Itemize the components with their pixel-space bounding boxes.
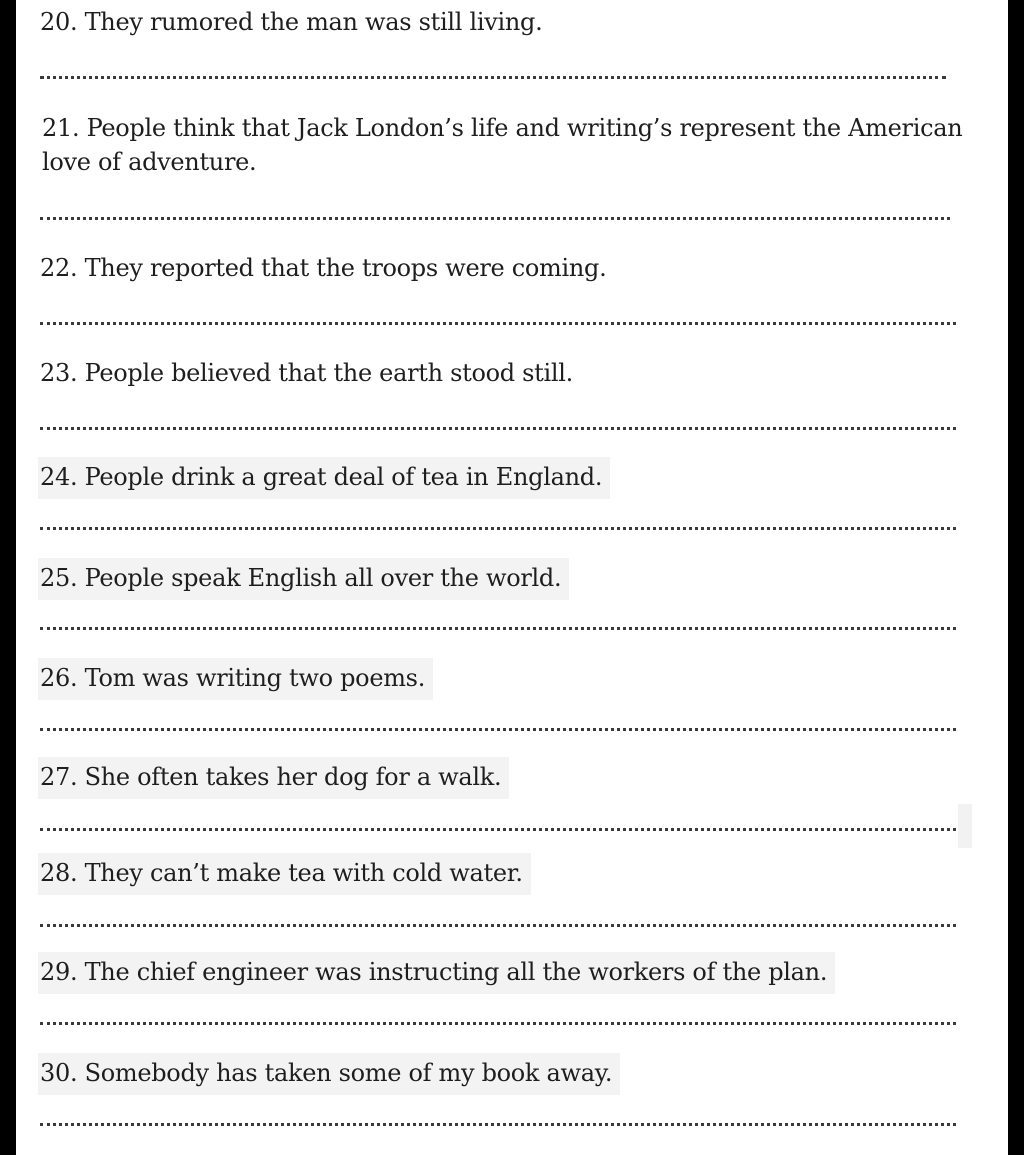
answer-line-30[interactable] [40, 1123, 956, 1126]
question-text: 20. They rumored the man was still living. [40, 8, 543, 36]
question-text: 29. The chief engineer was instructing all the workers of the plan. [38, 952, 835, 994]
answer-line-26[interactable] [40, 728, 956, 731]
question-text: 25. People speak English all over the world. [38, 558, 569, 600]
shaded-margin [958, 804, 972, 848]
question-24 [16, 457, 1008, 499]
question-text: 24. People drink a great deal of tea in England. [38, 457, 610, 499]
answer-line-25[interactable] [40, 627, 956, 630]
question-28 [16, 853, 1008, 895]
question-25 [16, 558, 1008, 600]
question-21 [16, 108, 1008, 184]
question-20 [16, 2, 1008, 44]
question-30 [16, 1053, 1008, 1095]
answer-line-29[interactable] [40, 1022, 956, 1025]
question-text: 27. She often takes her dog for a walk. [38, 757, 509, 799]
question-22 [16, 248, 1008, 290]
answer-line-23[interactable] [40, 427, 956, 430]
question-text: 26. Tom was writing two poems. [38, 658, 433, 700]
answer-line-27[interactable] [40, 828, 956, 831]
answer-line-22[interactable] [40, 322, 956, 325]
question-29 [16, 952, 1008, 994]
question-27 [16, 757, 1008, 799]
answer-line-24[interactable] [40, 527, 956, 530]
worksheet-page [16, 0, 1008, 1155]
question-text: 21. People think that Jack London’s life and writing’s represent the American love of adventure. [42, 114, 963, 176]
question-text: 30. Somebody has taken some of my book away. [38, 1053, 620, 1095]
answer-line-28[interactable] [40, 924, 956, 927]
answer-line-21[interactable] [40, 217, 950, 220]
question-text: 23. People believed that the earth stood still. [40, 359, 573, 387]
question-26 [16, 658, 1008, 700]
question-text: 28. They can’t make tea with cold water. [38, 853, 531, 895]
answer-line-20[interactable] [40, 76, 946, 79]
question-text: 22. They reported that the troops were coming. [40, 254, 607, 282]
question-23 [16, 353, 1008, 395]
